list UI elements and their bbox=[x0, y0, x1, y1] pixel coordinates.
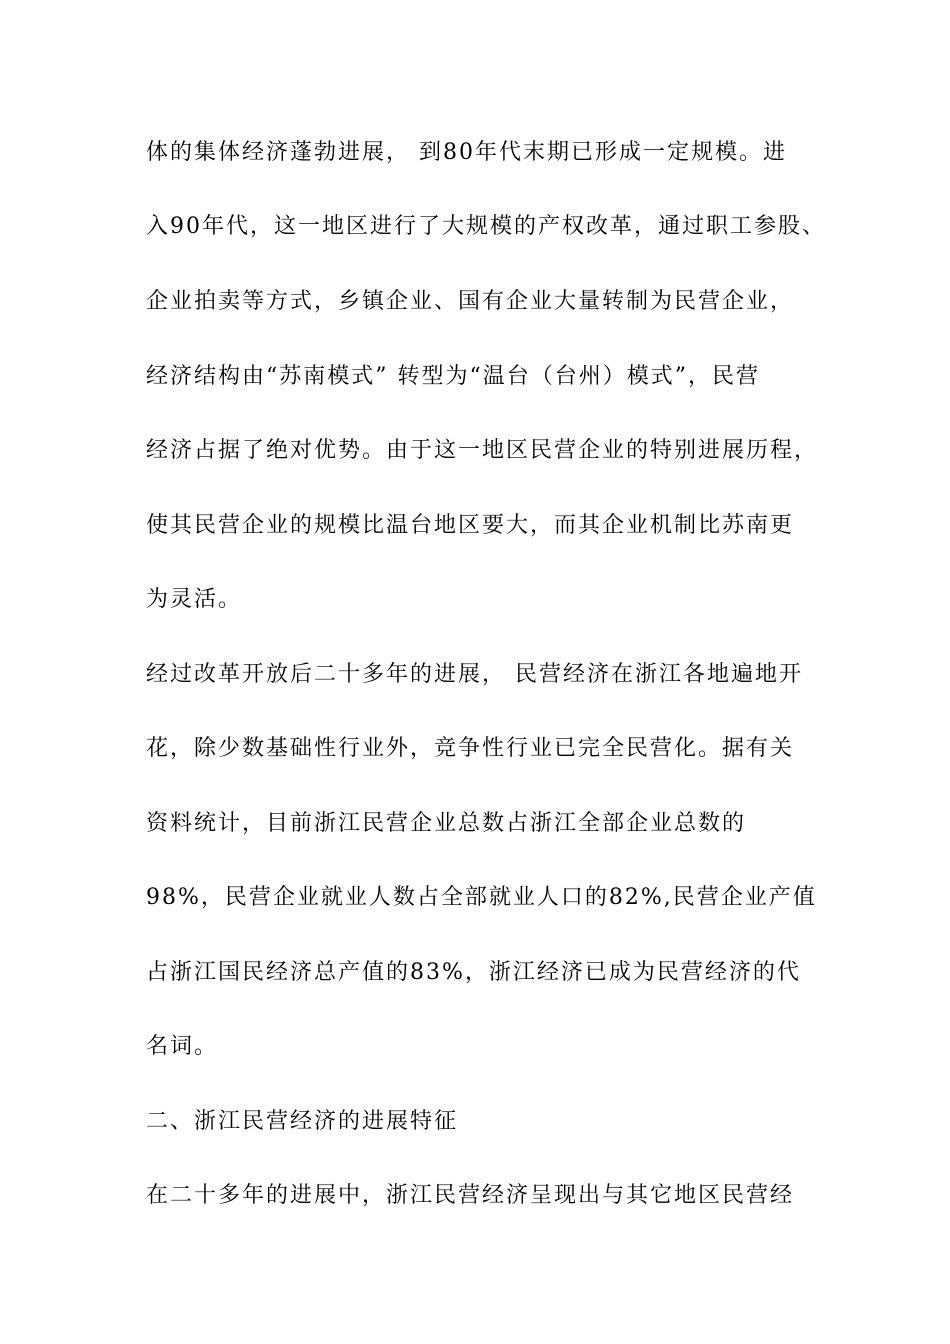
paragraph-line: 经济结构由“苏南模式” 转型为“温台（台州）模式”，民营 bbox=[146, 364, 760, 389]
paragraph-line: 名词。 bbox=[146, 1034, 219, 1059]
paragraph-line: 占浙江国民经济总产值的83%，浙江经济已成为民营经济的代 bbox=[146, 960, 801, 985]
paragraph-line: 入90年代，这一地区进行了大规模的产权改革，通过职工参股、 bbox=[146, 214, 826, 239]
paragraph-line: 企业拍卖等方式，乡镇企业、国有企业大量转制为民营企业， bbox=[146, 289, 795, 314]
paragraph-line: 98%，民营企业就业人数占全部就业人口的82%,民营企业产值 bbox=[146, 885, 817, 910]
paragraph-line: 资料统计，目前浙江民营企业总数占浙江全部企业总数的 bbox=[146, 811, 747, 836]
paragraph-line: 使其民营企业的规模比温台地区要大，而其企业机制比苏南更 bbox=[146, 513, 795, 538]
paragraph-line: 经济占据了绝对优势。由于这一地区民营企业的特别进展历程， bbox=[146, 438, 819, 463]
paragraph-line: 在二十多年的进展中，浙江民营经济呈现出与其它地区民营经 bbox=[146, 1183, 795, 1208]
paragraph-line: 经过改革开放后二十多年的进展， 民营经济在浙江各地遍地开 bbox=[146, 662, 803, 687]
paragraph-line: 为灵活。 bbox=[146, 587, 243, 612]
section-heading: 二、浙江民营经济的进展特征 bbox=[146, 1109, 459, 1134]
paragraph-line: 花，除少数基础性行业外，竞争性行业已完全民营化。据有关 bbox=[146, 736, 795, 761]
paragraph-line: 体的集体经济蓬勃进展， 到80年代末期已形成一定规模。进 bbox=[146, 140, 787, 165]
